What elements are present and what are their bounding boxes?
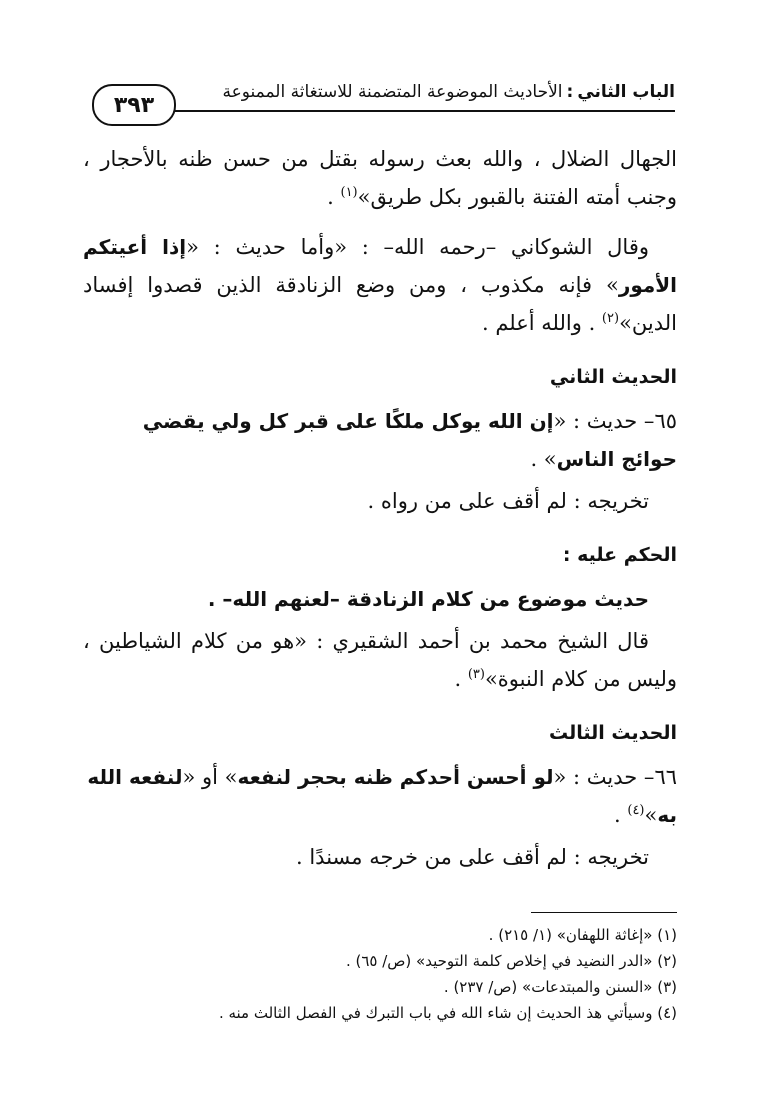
paragraph-1-end: . [327,185,341,209]
hadith-66-end: . [614,803,628,827]
paragraph-3-end: . [454,667,468,691]
page-body [83,140,677,880]
paragraph-1-line-2: وجنب أمته الفتنة بالقبور بكل طريق» [357,185,677,209]
chapter-title: الأحاديث الموضوعة المتضمنة للاستغاثة الممنوعة [222,82,563,102]
footnote-ref-2: (٢) [601,311,620,326]
footnote-rule [531,912,677,913]
paragraph-2-end: . والله أعلم . [481,311,602,335]
footnote-ref-1: (١) [340,185,358,200]
footnote-ref-3: (٣) [467,667,485,682]
paragraph-2-middle: » فإنه مكذوب ، ومن وضع الزنادقة الذين قصدوا إفساد الدين» [83,273,677,335]
footnote-3: (٣) «السنن والمبتدعات» (ص/ ٢٣٧) . [443,978,677,996]
section-heading-hadith-2: الحديث الثاني [549,366,677,388]
section-heading-ruling: الحكم عليه : [562,544,677,566]
paragraph-3 [83,622,677,698]
hadith-quote-1: إذا أعيتكم الأمور [83,235,677,297]
hadith-66-text-2: لنفعه الله به [87,765,677,827]
paragraph-1 [83,140,677,216]
chapter-label: الباب الثاني [577,82,675,102]
takhrij-65: تخريجه : لم أقف على من رواه . [367,489,649,513]
page-number: ٣٩٣ [92,84,176,126]
footnotes [83,922,677,1026]
hadith-65-end: » . [530,447,557,471]
hadith-66-middle: » أو « [182,765,238,789]
hadith-65-text: إن الله يوكل ملكًا على قبر كل ولي يقضي حوائج الناس [142,409,677,471]
paragraph-3-text: قال الشيخ محمد بن أحمد الشقيري : «هو من كلام الشياطين ، وليس من كلام النبوة» [83,629,677,691]
header-rule [115,110,675,112]
header-separator: : [566,82,574,102]
paragraph-2-start: وقال الشوكاني –رحمه الله– : «وأما حديث : « [186,235,649,259]
hadith-66-close: » [644,803,658,827]
takhrij-66: تخريجه : لم أقف على من خرجه مسندًا . [296,845,649,869]
hadith-65 [83,402,677,478]
hadith-66-number: ٦٦– حديث : « [553,765,677,789]
footnote-4: (٤) وسيأتي هذ الحديث إن شاء الله في باب التبرك في الفصل الثالث منه . [218,1004,677,1022]
hadith-66 [83,758,677,834]
paragraph-1-line-1: الجهال الضلال ، والله بعث رسوله بقتل من حسن ظنه بالأحجار ، [83,147,677,171]
ruling-text: حديث موضوع من كلام الزنادقة –لعنهم الله– . [207,587,649,611]
footnote-1: (١) «إغاثة اللهفان» (١/ ٢١٥) . [488,926,677,944]
paragraph-2 [83,228,677,342]
footnote-ref-4: (٤) [627,803,645,818]
hadith-66-text-1: لو أحسن أحدكم ظنه بحجر لنفعه [237,765,554,789]
footnote-2: (٢) «الدر النضيد في إخلاص كلمة التوحيد» (ص/ ٦٥) . [345,952,677,970]
hadith-65-number: ٦٥– حديث : « [553,409,677,433]
section-heading-hadith-3: الحديث الثالث [549,722,677,744]
